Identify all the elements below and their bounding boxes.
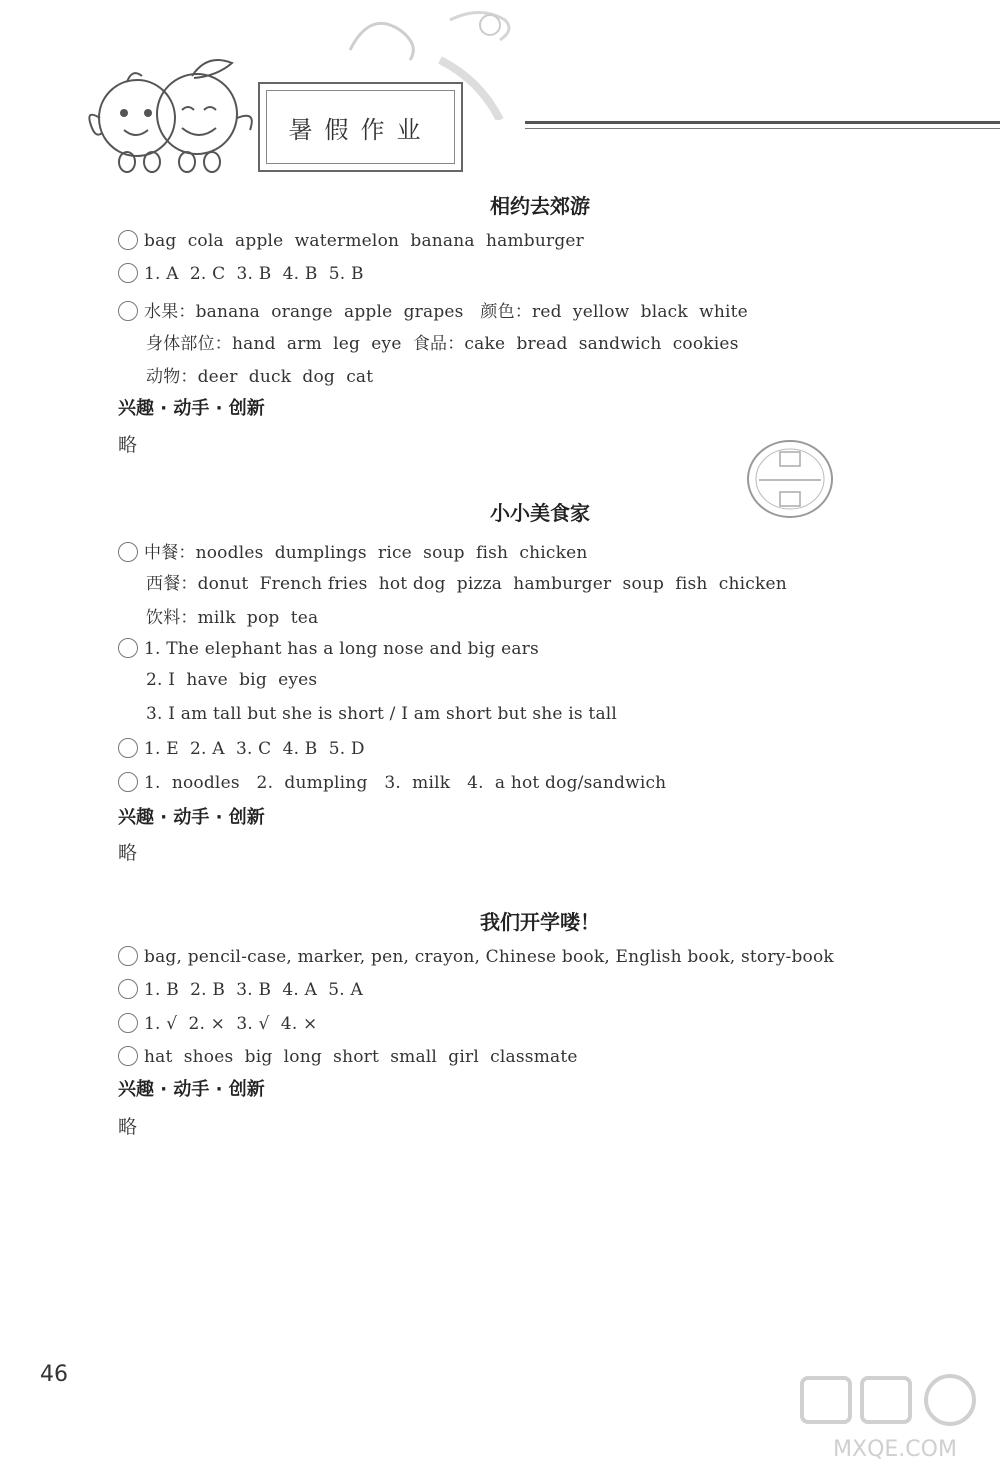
section-title-food: 小小美食家 xyxy=(490,501,590,525)
bullet-circle-icon xyxy=(118,230,138,250)
answer-line: 动物：deer duck dog cat xyxy=(146,367,374,387)
answer-line: 1. B 2. B 3. B 4. A 5. A xyxy=(118,979,363,1000)
header-title: 暑假作业 xyxy=(288,116,433,144)
header-rule xyxy=(525,121,1000,124)
answer-line: 2. I have big eyes xyxy=(146,670,318,690)
bullet-circle-icon xyxy=(118,1013,138,1033)
bullet-circle-icon xyxy=(118,301,138,321)
bullet-circle-icon xyxy=(118,1046,138,1066)
answer-line: 中餐：noodles dumplings rice soup fish chicken xyxy=(118,538,588,563)
header-rule-thin xyxy=(525,128,1000,129)
bullet-circle-icon xyxy=(118,946,138,966)
bullet-circle-icon xyxy=(118,738,138,758)
header-title-box xyxy=(258,82,463,172)
fruit-mascot-illustration xyxy=(82,48,272,176)
answer-line: 身体部位：hand arm leg eye 食品：cake bread sandwich cookies xyxy=(146,334,739,354)
bullet-circle-icon xyxy=(118,542,138,562)
answer-line: 1. noodles 2. dumpling 3. milk 4. a hot dog/sandwich xyxy=(118,772,666,793)
watermark-logo xyxy=(790,1372,1000,1469)
answer-line: 1. √ 2. × 3. √ 4. × xyxy=(118,1013,317,1034)
answer-line: 1. E 2. A 3. C 4. B 5. D xyxy=(118,738,365,759)
extra-answer: 略 xyxy=(118,1116,138,1138)
extra-label: 兴趣 · 动手 · 创新 xyxy=(118,807,265,828)
section-title-school: 我们开学喽！ xyxy=(480,910,600,934)
bullet-circle-icon xyxy=(118,979,138,999)
bullet-circle-icon xyxy=(118,772,138,792)
answer-line: 饮料：milk pop tea xyxy=(146,608,319,628)
page-number: 46 xyxy=(40,1362,68,1387)
extra-answer: 略 xyxy=(118,842,138,864)
svg-text:MXQE.COM: MXQE.COM xyxy=(833,1437,957,1462)
extra-label: 兴趣 · 动手 · 创新 xyxy=(118,1079,265,1100)
answer-line: 水果：banana orange apple grapes 颜色：red yellow black white xyxy=(118,297,748,322)
extra-label: 兴趣 · 动手 · 创新 xyxy=(118,398,265,419)
answer-line: 西餐：donut French fries hot dog pizza hamburger soup fish chicken xyxy=(146,574,787,594)
answer-line: hat shoes big long short small girl classmate xyxy=(118,1046,578,1067)
bullet-circle-icon xyxy=(118,638,138,658)
section-title-outing: 相约去郊游 xyxy=(490,194,590,218)
bullet-circle-icon xyxy=(118,263,138,283)
answer-line: 3. I am tall but she is short / I am short but she is tall xyxy=(146,704,618,724)
answer-line: 1. The elephant has a long nose and big ears xyxy=(118,638,539,659)
extra-answer: 略 xyxy=(118,434,138,456)
answer-line: bag cola apple watermelon banana hamburger xyxy=(118,230,584,251)
answer-line: bag, pencil-case, marker, pen, crayon, Chinese book, English book, story-book xyxy=(118,946,834,967)
answer-line: 1. A 2. C 3. B 4. B 5. B xyxy=(118,263,364,284)
